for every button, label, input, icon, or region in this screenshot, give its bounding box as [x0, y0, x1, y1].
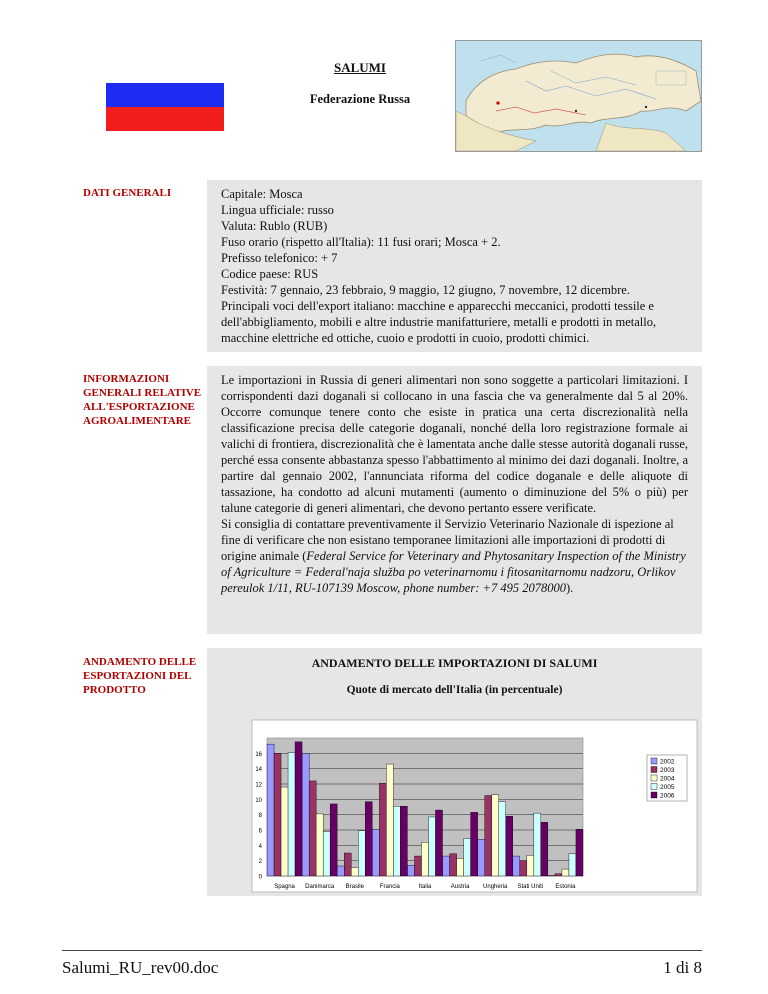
bar-francia-2005: [393, 806, 400, 876]
info-paragraph-2-end: ).: [565, 581, 574, 595]
bar-italia-2002: [408, 865, 415, 876]
bar-ungheria-2002: [478, 839, 485, 876]
legend-label: 2005: [660, 784, 675, 791]
section-label-general: DATI GENERALI: [83, 187, 172, 199]
legend-label: 2003: [660, 767, 675, 774]
bar-estonia-2006: [576, 829, 583, 876]
bar-ungheria-2005: [499, 802, 506, 876]
general-data-panel: [207, 180, 702, 352]
bar-brasile-2005: [358, 831, 365, 876]
bar-ungheria-2003: [485, 796, 492, 877]
bar-francia-2002: [372, 829, 379, 876]
y-tick-label: 16: [255, 751, 262, 758]
page-subtitle: Federazione Russa: [309, 92, 411, 106]
import-share-chart: [207, 700, 702, 896]
bar-italia-2005: [429, 817, 436, 876]
legend-swatch: [651, 784, 657, 790]
bar-brasile-2006: [365, 802, 372, 876]
bar-francia-2004: [386, 764, 393, 876]
russia-flag: [106, 82, 224, 131]
capital-line: Capitale: Mosca: [221, 187, 303, 201]
phone-prefix-line: Prefisso telefonico: + 7: [221, 251, 338, 265]
bar-stati-uniti-2002: [513, 856, 520, 876]
x-tick-label: Austria: [450, 884, 470, 890]
section-label-trend: ANDAMENTO DELLE ESPORTAZIONI DEL PRODOTTO: [83, 656, 197, 696]
bar-estonia-2004: [562, 869, 569, 876]
info-text: [207, 366, 702, 596]
bar-spagna-2005: [288, 753, 295, 876]
currency-line: Valuta: Rublo (RUB): [221, 219, 328, 233]
bar-austria-2003: [450, 854, 457, 876]
bar-stati-uniti-2005: [534, 813, 541, 876]
bar-austria-2004: [457, 858, 464, 876]
bar-italia-2003: [415, 856, 422, 876]
bar-austria-2006: [471, 812, 478, 876]
chart-heading: ANDAMENTO DELLE IMPORTAZIONI DI SALUMI: [311, 656, 598, 670]
bar-estonia-2003: [555, 874, 562, 876]
bar-danimarca-2005: [323, 832, 330, 876]
y-tick-label: 8: [258, 813, 262, 820]
info-paragraph-2-start: Si consiglia di contattare preventivamente il Servizio Veterinario Nazionale di ispezione al fine di verificare che non esistano temporanee limitazioni alle importazioni di prodotti di origine animale (: [221, 517, 674, 563]
info-paragraph-2: [221, 516, 688, 596]
bar-stati-uniti-2006: [541, 822, 548, 876]
legend-label: 2004: [660, 775, 675, 783]
legend-swatch: [651, 792, 657, 798]
footer-divider: [62, 950, 702, 951]
x-tick-label: Ungheria: [483, 884, 508, 890]
x-tick-label: Stati Uniti: [517, 884, 544, 890]
x-tick-label: Danimarca: [305, 884, 335, 890]
bar-spagna-2002: [267, 744, 274, 876]
bar-spagna-2004: [281, 787, 288, 876]
info-paragraph-1: Le importazioni in Russia di generi alimentari non sono soggette a particolari limitazioni. I corrispondenti dazi doganali si collocano in una fascia che va generalmente dal 5 al 20%. Occorre comunque tenere conto che esiste in pratica una certa discrezionalità nella classificazione precisa delle categorie doganali, nonché della loro registrazione formale ai valichi di frontiera, discrezionalità che è lamentata anche dalle stesse autorità doganali russe, perché essa consente abbastanza spesso l'abbattimento al minimo dei dazi doganali. Inoltre, a partire dal gennaio 2002, l'annunciata riforma del codice doganale e delle aliquote di tassazione, ha condotto ad alcuni mutamenti (aumento o diminuzione del 5% o più) per talune categorie di generi alimentari, che devono pertanto essere verificate.: [221, 373, 688, 515]
y-tick-label: 14: [255, 767, 262, 774]
map-illustration: [456, 41, 701, 151]
general-data-text: [207, 180, 702, 346]
x-tick-label: Brasile: [345, 884, 364, 890]
bar-italia-2006: [436, 810, 443, 876]
russia-map-image: [455, 40, 702, 152]
bar-estonia-2002: [548, 875, 555, 876]
bar-spagna-2003: [274, 753, 281, 876]
language-line: Lingua ufficiale: russo: [221, 203, 334, 217]
holidays-line: Festività: 7 gennaio, 23 febbraio, 9 maggio, 12 giugno, 7 novembre, 12 dicembre.: [221, 283, 630, 297]
bar-austria-2005: [464, 838, 471, 876]
x-tick-label: Italia: [418, 884, 432, 890]
chart-subheading: Quote di mercato dell'Italia (in percentuale): [346, 684, 563, 696]
info-panel: [207, 366, 702, 634]
y-tick-label: 10: [255, 797, 262, 804]
bar-ungheria-2004: [492, 795, 499, 876]
bar-estonia-2005: [569, 854, 576, 876]
bar-danimarca-2003: [309, 781, 316, 876]
legend-swatch: [651, 767, 657, 773]
country-code-line: Codice paese: RUS: [221, 267, 319, 281]
bar-francia-2003: [379, 783, 386, 876]
section-label-info: INFORMAZIONI GENERALI RELATIVE ALL'ESPORTAZIONE AGROALIMENTARE: [83, 373, 202, 427]
legend-label: 2002: [660, 758, 675, 766]
chart-legend: [647, 755, 687, 801]
legend-label: 2006: [660, 792, 675, 800]
footer-filename: Salumi_RU_rev00.doc: [62, 958, 219, 977]
bar-brasile-2002: [337, 866, 344, 876]
page-title: SALUMI: [333, 60, 386, 75]
x-tick-label: Estonia: [555, 884, 576, 890]
bar-danimarca-2002: [302, 753, 309, 876]
y-tick-label: 4: [258, 843, 262, 850]
timezone-line: Fuso orario (rispetto all'Italia): 11 fusi orari; Mosca + 2.: [221, 235, 501, 249]
legend-swatch: [651, 775, 657, 781]
bar-italia-2004: [422, 842, 429, 876]
bar-austria-2002: [443, 856, 450, 876]
bar-stati-uniti-2004: [527, 855, 534, 876]
veterinary-service-contact: Federal Service for Veterinary and Phytosanitary Inspection of the Ministry of Agriculture = Federal'naja služba po veterinarnomu i fitosanitarnomu nadzoru, Orlikov pereulok 1/11, RU-107139 Moscow, phone number: +7 495 2078000: [221, 549, 686, 595]
bar-francia-2006: [400, 806, 407, 876]
bar-brasile-2004: [351, 868, 358, 876]
bar-brasile-2003: [344, 853, 351, 876]
x-tick-label: Spagna: [274, 884, 295, 890]
y-tick-label: 2: [258, 859, 262, 866]
bar-danimarca-2004: [316, 814, 323, 876]
bar-spagna-2006: [295, 742, 302, 876]
legend-swatch: [651, 758, 657, 764]
bar-ungheria-2006: [506, 816, 513, 876]
bar-stati-uniti-2003: [520, 861, 527, 876]
y-tick-label: 0: [258, 874, 262, 881]
y-tick-label: 6: [258, 828, 262, 835]
footer-page-number: 1 di 8: [663, 958, 702, 977]
y-tick-label: 12: [255, 782, 262, 789]
exports-line: Principali voci dell'export italiano: macchine e apparecchi meccanici, prodotti tessile e dell'abbigliamento, mobili e altre industrie manifatturiere, metalli e prodotti in metallo, macchine elettriche ed ottiche, cuoio e prodotti in cuoio, prodotti chimici.: [221, 299, 657, 345]
x-tick-label: Francia: [379, 884, 400, 890]
bar-danimarca-2006: [330, 804, 337, 876]
x-axis-labels: [274, 884, 576, 890]
